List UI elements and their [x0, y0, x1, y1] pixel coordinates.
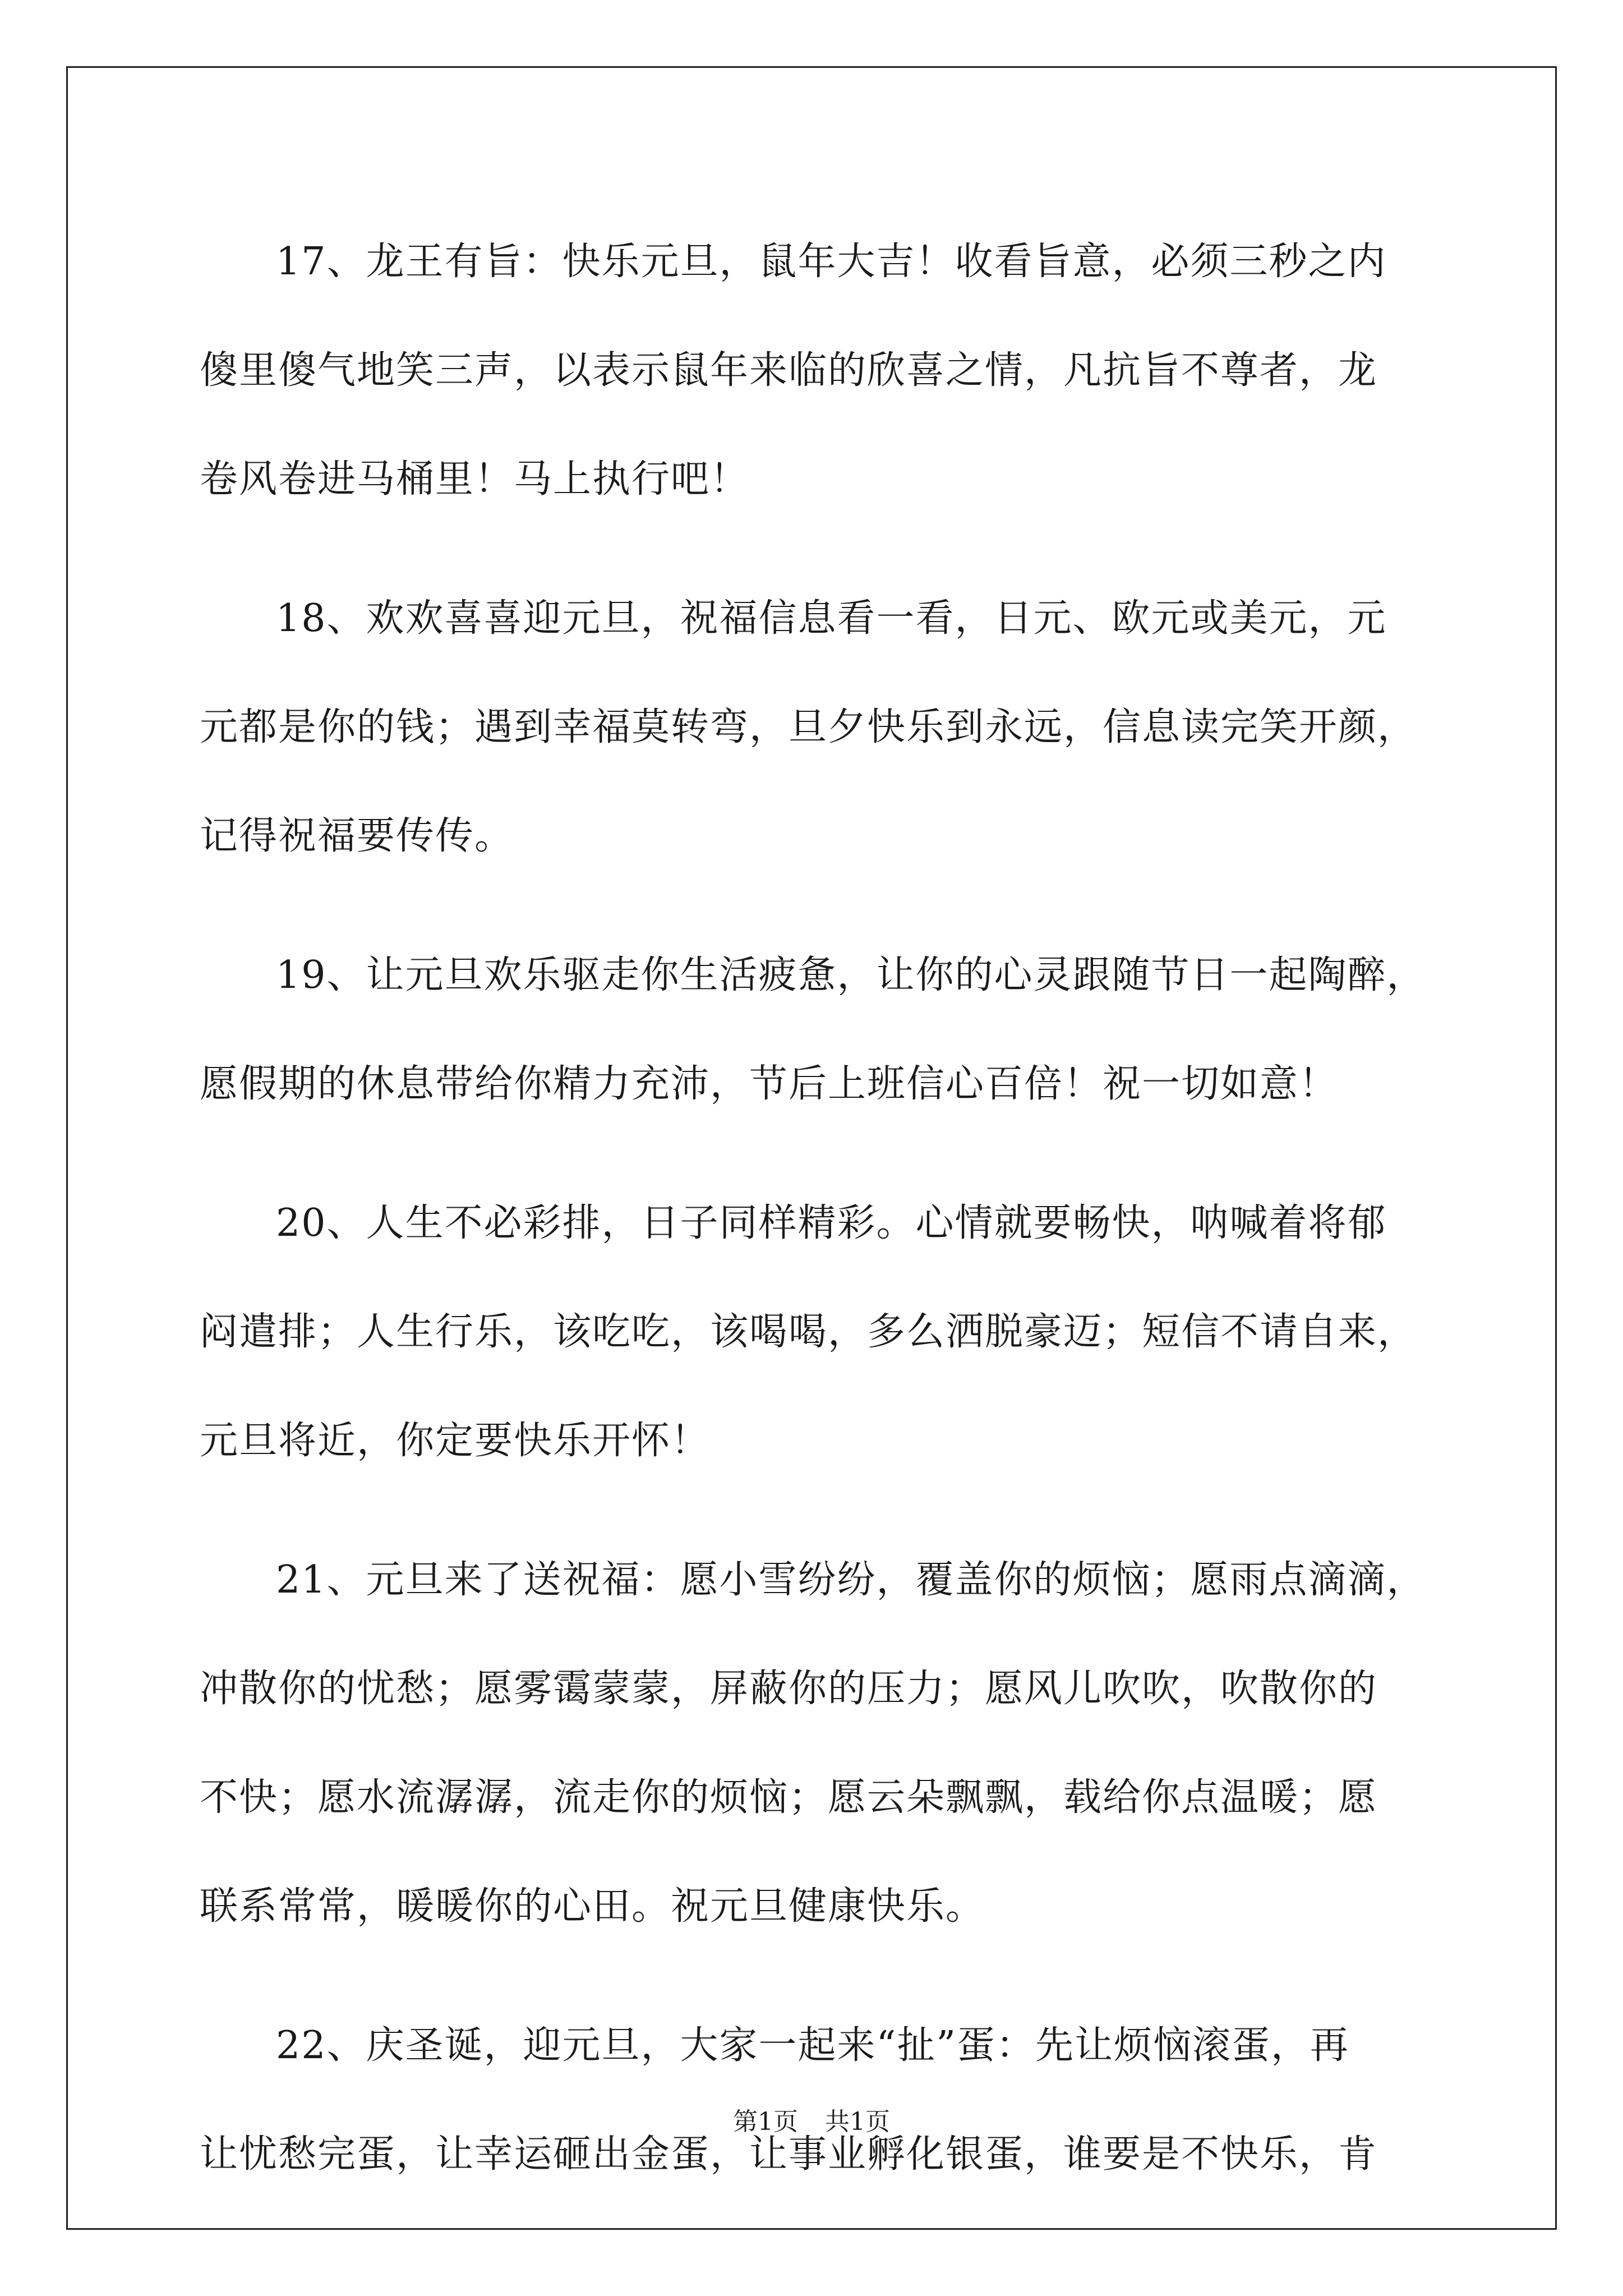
paragraph-line: 18、欢欢喜喜迎元旦，祝福信息看一看，日元、欧元或美元，元 [276, 596, 1387, 641]
paragraph-line: 记得祝福要传传。 [200, 814, 514, 858]
page-number-current: 第1页 [733, 2108, 798, 2136]
paragraph-22 [200, 1991, 1433, 2209]
document-body [200, 208, 1433, 2239]
paragraph-line: 冲散你的忧愁；愿雾霭蒙蒙，屏蔽你的压力；愿风儿吹吹，吹散你的 [200, 1667, 1378, 1711]
paragraph-line: 卷风卷进马桶里！马上执行吧！ [200, 457, 750, 501]
paragraph-17 [200, 208, 1433, 534]
paragraph-21 [200, 1526, 1433, 1961]
paragraph-line: 19、让元旦欢乐驱走你生活疲惫，让你的心灵跟随节日一起陶醉， [276, 953, 1426, 997]
paragraph-20 [200, 1169, 1433, 1496]
paragraph-line: 联系常常，暖暖你的心田。祝元旦健康快乐。 [200, 1884, 985, 1929]
paragraph-line: 22、庆圣诞，迎元旦，大家一起来“扯”蛋：先让烦恼滚蛋，再 [276, 2023, 1350, 2068]
paragraph-line: 21、元旦来了送祝福：愿小雪纷纷，覆盖你的烦恼；愿雨点滴滴， [276, 1558, 1426, 1602]
paragraph-line: 20、人生不必彩排，日子同样精彩。心情就要畅快，呐喊着将郁 [276, 1201, 1387, 1245]
paragraph-line: 元旦将近，你定要快乐开怀！ [200, 1419, 711, 1463]
paragraph-line: 让忧愁完蛋，让幸运砸出金蛋，让事业孵化银蛋，谁要是不快乐，肯 [200, 2132, 1378, 2177]
paragraph-19 [200, 921, 1433, 1139]
paragraph-line: 不快；愿水流潺潺，流走你的烦恼；愿云朵飘飘，载给你点温暖；愿 [200, 1775, 1378, 1820]
paragraph-line: 元都是你的钱；遇到幸福莫转弯，旦夕快乐到永远，信息读完笑开颜， [200, 705, 1417, 749]
paragraph-line: 傻里傻气地笑三声，以表示鼠年来临的欣喜之情，凡抗旨不尊者，龙 [200, 348, 1378, 393]
paragraph-line: 闷遣排；人生行乐，该吃吃，该喝喝，多么洒脱豪迈；短信不请自来， [200, 1310, 1417, 1354]
page-number-total: 共1页 [825, 2108, 890, 2136]
paragraph-line: 17、龙王有旨：快乐元旦，鼠年大吉！收看旨意，必须三秒之内 [276, 240, 1387, 284]
paragraph-line: 愿假期的休息带给你精力充沛，节后上班信心百倍！祝一切如意！ [200, 1062, 1339, 1106]
page-footer [0, 2108, 1623, 2136]
paragraph-18 [200, 564, 1433, 891]
